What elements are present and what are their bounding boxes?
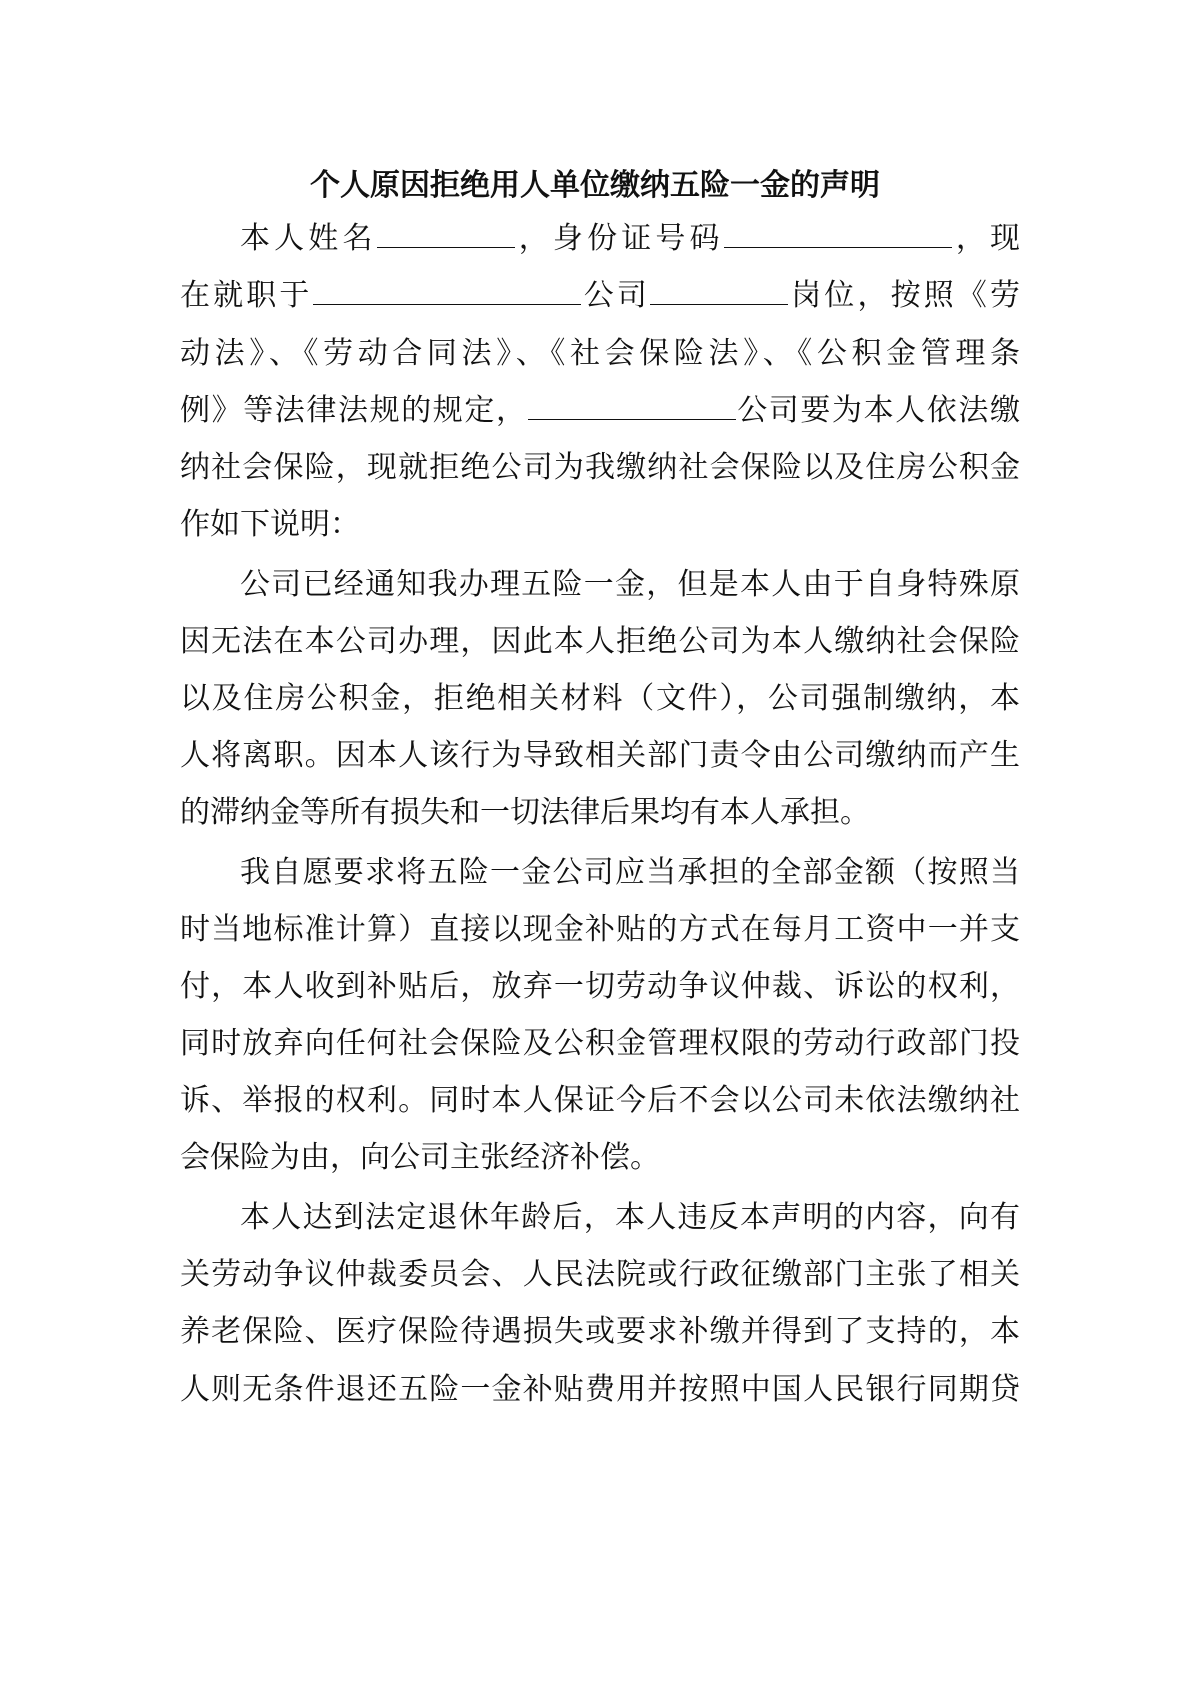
company-blank: [313, 276, 581, 305]
document-title: 个人原因拒绝用人单位缴纳五险一金的声明: [310, 168, 880, 203]
p4-line-4: 人则无条件退还五险一金补贴费用并按照中国人民银行同期贷: [180, 1372, 1020, 1407]
id-number-blank: [724, 219, 952, 248]
p1-line-1: 本人姓名 ，身份证号码 ，现: [240, 221, 1021, 256]
p4-line-2: 关劳动争议仲裁委员会、人民法院或行政征缴部门主张了相关: [180, 1257, 1020, 1292]
p3-line-6: 会保险为由，向公司主张经济补偿。: [180, 1140, 660, 1175]
p3-line-4: 同时放弃向任何社会保险及公积金管理权限的劳动行政部门投: [180, 1026, 1020, 1061]
p1-line-2: 在就职于 公司 岗位，按照《劳: [180, 278, 1021, 313]
name-blank: [377, 219, 515, 248]
p3-line-2: 时当地标准计算）直接以现金补贴的方式在每月工资中一并支: [180, 912, 1020, 947]
p1-line-3: 动法》、《劳动合同法》、《社会保险法》、《公积金管理条: [180, 336, 1020, 371]
p2-line-2: 因无法在本公司办理，因此本人拒绝公司为本人缴纳社会保险: [180, 624, 1020, 659]
name-label: 本人姓名: [240, 221, 377, 256]
p4-line-3: 养老保险、医疗保险待遇损失或要求补缴并得到了支持的，本: [180, 1314, 1020, 1349]
company-name-blank: [528, 391, 736, 420]
id-label: ，身份证号码: [514, 221, 724, 256]
p1-line-4: 例》等法律法规的规定， 公司要为本人依法缴: [180, 393, 1021, 428]
p2-line-5: 的滞纳金等所有损失和一切法律后果均有本人承担。: [180, 795, 870, 830]
p3-line-3: 付，本人收到补贴后，放弃一切劳动争议仲裁、诉讼的权利，: [180, 969, 1020, 1004]
p2-line-4: 人将离职。因本人该行为导致相关部门责令由公司缴纳而产生: [180, 738, 1020, 773]
position-blank: [650, 276, 788, 305]
p2-line-1: 公司已经通知我办理五险一金，但是本人由于自身特殊原: [240, 567, 1020, 602]
p1-line-5: 纳社会保险，现就拒绝公司为我缴纳社会保险以及住房公积金: [180, 450, 1020, 485]
p1-line-6: 作如下说明：: [180, 507, 360, 542]
p4-line-1: 本人达到法定退休年龄后，本人违反本声明的内容，向有: [240, 1200, 1020, 1235]
p3-line-5: 诉、举报的权利。同时本人保证今后不会以公司未依法缴纳社: [180, 1083, 1020, 1118]
p2-line-3: 以及住房公积金，拒绝相关材料（文件），公司强制缴纳，本: [180, 681, 1020, 716]
p3-line-1: 我自愿要求将五险一金公司应当承担的全部金额（按照当: [240, 855, 1020, 890]
